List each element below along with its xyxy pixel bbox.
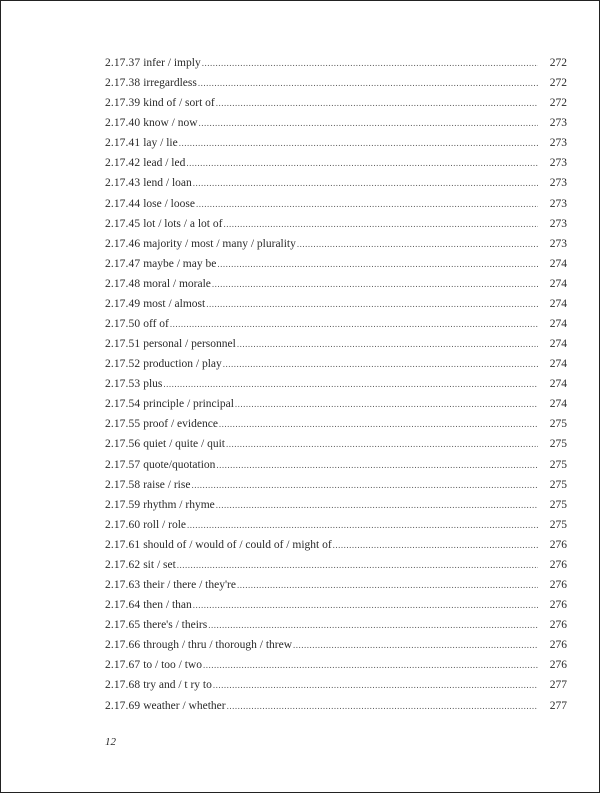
toc-entry <box>105 314 567 334</box>
toc-entry <box>105 53 567 73</box>
toc-entry-title: quiet / quite / quit <box>143 438 225 451</box>
toc-entry-number: 2.17.47 <box>105 257 141 270</box>
toc-entry <box>105 93 567 113</box>
toc-entry <box>105 696 567 716</box>
toc-entry <box>105 495 567 515</box>
toc-entry-title: most / almost <box>143 297 206 310</box>
toc-entry-title: sit / set <box>143 558 176 571</box>
dot-leader <box>193 173 538 193</box>
toc-entry <box>105 214 567 234</box>
toc-entry-title: lay / lie <box>143 137 178 150</box>
toc-entry <box>105 274 567 294</box>
dot-leader <box>203 655 538 675</box>
toc-entry-number: 2.17.37 <box>105 57 141 69</box>
dot-leader <box>206 294 538 314</box>
toc-entry <box>105 294 567 314</box>
toc-entry-title: personal / personnel <box>143 338 236 351</box>
dot-leader <box>297 234 538 254</box>
toc-entry-title: try and / t ry to <box>143 679 212 692</box>
toc-entry-number: 2.17.59 <box>105 498 141 511</box>
toc-entry-number: 2.17.60 <box>105 518 141 531</box>
toc-entry-page: 274 <box>549 277 567 290</box>
toc-entry-page: 274 <box>549 358 567 371</box>
dot-leader <box>212 274 538 294</box>
toc-entry-page: 272 <box>549 97 567 110</box>
dot-leader <box>219 414 538 434</box>
toc-entry-title: lead / led <box>143 157 186 170</box>
toc-entry-page: 276 <box>549 599 567 612</box>
toc-entry-number: 2.17.42 <box>105 157 141 170</box>
toc-entry <box>105 515 567 535</box>
toc-entry <box>105 234 567 254</box>
dot-leader <box>193 595 538 615</box>
toc-entry-title: lend / loan <box>143 177 192 190</box>
toc-entry-number: 2.17.38 <box>105 77 141 90</box>
toc-entry-number: 2.17.43 <box>105 177 141 190</box>
toc-entry-page: 274 <box>549 297 567 310</box>
toc-entry <box>105 575 567 595</box>
table-of-contents <box>105 53 567 716</box>
dot-leader <box>186 153 538 173</box>
dot-leader <box>170 314 538 334</box>
dot-leader <box>198 73 538 93</box>
dot-leader <box>187 515 538 535</box>
toc-entry-number: 2.17.50 <box>105 318 141 331</box>
toc-entry-title: irregardless <box>143 77 197 90</box>
toc-entry-page: 276 <box>549 538 567 551</box>
toc-entry-title: off of <box>143 318 169 331</box>
toc-entry-page: 275 <box>549 478 567 491</box>
toc-entry-page: 273 <box>549 197 567 210</box>
toc-entry <box>105 374 567 394</box>
dot-leader <box>179 133 538 153</box>
toc-entry-number: 2.17.53 <box>105 378 141 391</box>
toc-entry-page: 274 <box>549 318 567 331</box>
toc-entry-page: 273 <box>549 177 567 190</box>
dot-leader <box>216 495 538 515</box>
toc-entry-page: 274 <box>549 338 567 351</box>
toc-entry-page: 277 <box>549 699 567 712</box>
dot-leader <box>333 535 538 555</box>
toc-entry-number: 2.17.52 <box>105 358 141 371</box>
dot-leader <box>216 455 538 475</box>
dot-leader <box>163 374 538 394</box>
toc-entry-number: 2.17.62 <box>105 558 141 571</box>
toc-entry <box>105 655 567 675</box>
toc-entry-number: 2.17.39 <box>105 97 141 110</box>
toc-entry <box>105 153 567 173</box>
toc-entry <box>105 595 567 615</box>
dot-leader <box>226 434 538 454</box>
toc-entry-page: 274 <box>549 378 567 391</box>
toc-entry <box>105 354 567 374</box>
toc-entry <box>105 475 567 495</box>
toc-entry-page: 272 <box>549 77 567 90</box>
toc-entry-number: 2.17.64 <box>105 599 141 612</box>
toc-entry-number: 2.17.63 <box>105 579 141 592</box>
toc-entry <box>105 635 567 655</box>
toc-entry <box>105 615 567 635</box>
toc-entry-page: 273 <box>549 117 567 130</box>
toc-entry <box>105 173 567 193</box>
toc-entry-number: 2.17.58 <box>105 478 141 491</box>
toc-entry-title: principle / principal <box>143 398 234 411</box>
toc-entry-page: 273 <box>549 237 567 250</box>
dot-leader <box>199 113 538 133</box>
toc-entry-title: raise / rise <box>143 478 191 491</box>
toc-entry-number: 2.17.40 <box>105 117 141 130</box>
toc-entry-number: 2.17.55 <box>105 418 141 431</box>
toc-entry-page: 276 <box>549 619 567 632</box>
toc-entry-page: 273 <box>549 157 567 170</box>
dot-leader <box>293 635 538 655</box>
dot-leader <box>237 575 538 595</box>
toc-entry-title: kind of / sort of <box>143 97 215 110</box>
toc-entry-title: infer / imply <box>143 57 201 69</box>
dot-leader <box>223 214 538 234</box>
toc-entry-title: rhythm / rhyme <box>143 498 215 511</box>
toc-entry-number: 2.17.49 <box>105 297 141 310</box>
toc-entry-title: production / play <box>143 358 222 371</box>
toc-entry-number: 2.17.67 <box>105 659 141 672</box>
toc-entry-title: roll / role <box>143 518 186 531</box>
toc-entry-number: 2.17.41 <box>105 137 141 150</box>
toc-entry <box>105 73 567 93</box>
toc-entry-title: know / now <box>143 117 198 130</box>
toc-entry-page: 276 <box>549 659 567 672</box>
toc-entry-number: 2.17.46 <box>105 237 141 250</box>
toc-entry-title: there's / theirs <box>143 619 208 632</box>
toc-entry-page: 276 <box>549 558 567 571</box>
toc-entry-title: proof / evidence <box>143 418 218 431</box>
toc-entry-number: 2.17.51 <box>105 338 141 351</box>
toc-entry-title: to / too / two <box>143 659 202 672</box>
toc-entry-title: their / there / they're <box>143 579 236 592</box>
toc-entry-number: 2.17.68 <box>105 679 141 692</box>
toc-entry-title: weather / whether <box>143 699 226 712</box>
toc-entry-title: majority / most / many / plurality <box>143 237 296 250</box>
dot-leader <box>237 334 538 354</box>
toc-entry-page: 277 <box>549 679 567 692</box>
toc-entry-page: 273 <box>549 217 567 230</box>
toc-entry-page: 274 <box>549 398 567 411</box>
page-number: 12 <box>105 736 116 748</box>
toc-entry-number: 2.17.56 <box>105 438 141 451</box>
toc-entry-number: 2.17.61 <box>105 538 141 551</box>
dot-leader <box>216 93 538 113</box>
toc-entry <box>105 254 567 274</box>
toc-entry-title: then / than <box>143 599 192 612</box>
toc-entry-page: 275 <box>549 498 567 511</box>
toc-entry-page: 272 <box>549 57 567 69</box>
toc-entry <box>105 113 567 133</box>
toc-entry-number: 2.17.69 <box>105 699 141 712</box>
toc-entry-number: 2.17.65 <box>105 619 141 632</box>
toc-entry-number: 2.17.44 <box>105 197 141 210</box>
dot-leader <box>177 555 538 575</box>
toc-entry-page: 275 <box>549 518 567 531</box>
toc-entry <box>105 394 567 414</box>
toc-entry-title: lose / loose <box>143 197 195 210</box>
toc-entry-page: 275 <box>549 438 567 451</box>
toc-entry-title: plus <box>143 378 163 391</box>
toc-entry <box>105 133 567 153</box>
toc-entry-title: lot / lots / a lot of <box>143 217 223 230</box>
dot-leader <box>227 696 538 716</box>
toc-entry-title: moral / morale <box>143 277 211 290</box>
toc-entry-title: should of / would of / could of / might of <box>143 538 332 551</box>
toc-entry-title: quote/quotation <box>143 458 216 471</box>
toc-entry-title: through / thru / thorough / threw <box>143 639 293 652</box>
toc-entry-number: 2.17.48 <box>105 277 141 290</box>
toc-entry <box>105 555 567 575</box>
toc-entry-number: 2.17.57 <box>105 458 141 471</box>
toc-entry <box>105 414 567 434</box>
toc-entry-page: 275 <box>549 418 567 431</box>
dot-leader <box>191 475 538 495</box>
dot-leader <box>213 675 538 695</box>
toc-entry-page: 273 <box>549 137 567 150</box>
toc-entry-page: 274 <box>549 257 567 270</box>
dot-leader <box>223 354 538 374</box>
toc-entry-number: 2.17.45 <box>105 217 141 230</box>
dot-leader <box>196 194 538 214</box>
dot-leader <box>217 254 538 274</box>
toc-entry-page: 276 <box>549 579 567 592</box>
toc-entry-number: 2.17.66 <box>105 639 141 652</box>
toc-entry <box>105 535 567 555</box>
toc-entry-page: 276 <box>549 639 567 652</box>
dot-leader <box>208 615 538 635</box>
toc-entry-title: maybe / may be <box>143 257 217 270</box>
toc-entry <box>105 455 567 475</box>
toc-entry <box>105 675 567 695</box>
toc-entry-number: 2.17.54 <box>105 398 141 411</box>
toc-entry <box>105 194 567 214</box>
toc-entry <box>105 434 567 454</box>
toc-entry <box>105 334 567 354</box>
toc-entry-page: 275 <box>549 458 567 471</box>
dot-leader <box>235 394 538 414</box>
dot-leader <box>202 53 538 73</box>
